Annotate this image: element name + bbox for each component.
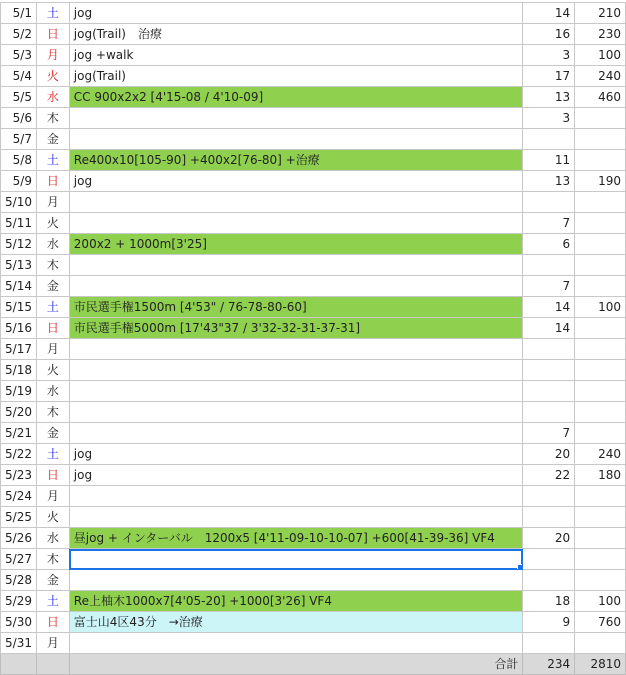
table-row [1, 402, 626, 423]
activity-cell[interactable]: jog [69, 3, 523, 24]
table-row [1, 486, 626, 507]
weekday-cell[interactable]: 日 [36, 318, 69, 339]
table-row [1, 423, 626, 444]
time-cell[interactable] [575, 423, 626, 444]
weekday-cell[interactable]: 水 [36, 381, 69, 402]
distance-cell[interactable]: 14 [523, 3, 575, 24]
activity-cell[interactable] [69, 108, 523, 129]
weekday-cell[interactable]: 金 [36, 129, 69, 150]
time-cell[interactable]: 240 [575, 66, 626, 87]
table-row [1, 465, 626, 486]
table-row [1, 108, 626, 129]
weekday-cell[interactable]: 月 [36, 486, 69, 507]
table-row [1, 3, 626, 24]
table-row [1, 360, 626, 381]
date-cell[interactable]: 5/12 [1, 234, 37, 255]
date-cell[interactable]: 5/20 [1, 402, 37, 423]
table-row [1, 150, 626, 171]
activity-cell[interactable] [69, 549, 523, 570]
distance-cell[interactable]: 7 [523, 276, 575, 297]
distance-cell[interactable]: 14 [523, 318, 575, 339]
date-cell[interactable]: 5/22 [1, 444, 37, 465]
time-cell[interactable] [575, 339, 626, 360]
activity-cell[interactable] [69, 633, 523, 654]
distance-cell[interactable]: 14 [523, 297, 575, 318]
time-cell[interactable] [575, 129, 626, 150]
date-cell[interactable]: 5/3 [1, 45, 37, 66]
time-cell[interactable] [575, 402, 626, 423]
time-cell[interactable] [575, 486, 626, 507]
total-distance[interactable]: 234 [523, 654, 575, 675]
date-cell[interactable]: 5/27 [1, 549, 37, 570]
weekday-cell[interactable]: 火 [36, 507, 69, 528]
time-cell[interactable]: 240 [575, 444, 626, 465]
distance-cell[interactable] [523, 129, 575, 150]
time-cell[interactable] [575, 570, 626, 591]
weekday-cell[interactable]: 木 [36, 402, 69, 423]
activity-cell[interactable]: 富士山4区43分 →治療 [69, 612, 523, 633]
date-cell[interactable]: 5/24 [1, 486, 37, 507]
table-row [1, 612, 626, 633]
time-cell[interactable]: 100 [575, 45, 626, 66]
activity-cell[interactable]: jog [69, 465, 523, 486]
date-cell[interactable]: 5/23 [1, 465, 37, 486]
distance-cell[interactable] [523, 255, 575, 276]
total-empty-cell[interactable] [1, 654, 37, 675]
time-cell[interactable]: 180 [575, 465, 626, 486]
activity-cell[interactable] [69, 360, 523, 381]
time-cell[interactable] [575, 381, 626, 402]
weekday-cell[interactable]: 火 [36, 66, 69, 87]
weekday-cell[interactable]: 土 [36, 150, 69, 171]
date-cell[interactable]: 5/21 [1, 423, 37, 444]
weekday-cell[interactable]: 水 [36, 234, 69, 255]
time-cell[interactable]: 460 [575, 87, 626, 108]
distance-cell[interactable]: 18 [523, 591, 575, 612]
date-cell[interactable]: 5/2 [1, 24, 37, 45]
table-row [1, 549, 626, 570]
time-cell[interactable] [575, 192, 626, 213]
distance-cell[interactable] [523, 381, 575, 402]
weekday-cell[interactable]: 土 [36, 3, 69, 24]
activity-cell[interactable]: 昼jog + インターバル 1200x5 [4'11-09-10-10-07] +600[41-39-36] VF4 [69, 528, 523, 549]
time-cell[interactable] [575, 549, 626, 570]
table-row [1, 339, 626, 360]
table-row [1, 507, 626, 528]
weekday-cell[interactable]: 木 [36, 549, 69, 570]
table-row [1, 171, 626, 192]
date-cell[interactable]: 5/1 [1, 3, 37, 24]
table-row [1, 633, 626, 654]
distance-cell[interactable] [523, 507, 575, 528]
distance-cell[interactable] [523, 633, 575, 654]
date-cell[interactable]: 5/13 [1, 255, 37, 276]
date-cell[interactable]: 5/19 [1, 381, 37, 402]
date-cell[interactable]: 5/18 [1, 360, 37, 381]
date-cell[interactable]: 5/15 [1, 297, 37, 318]
activity-cell[interactable]: 市民選手権5000m [17'43"37 / 3'32-32-31-37-31] [69, 318, 523, 339]
activity-cell[interactable] [69, 507, 523, 528]
weekday-cell[interactable]: 木 [36, 108, 69, 129]
weekday-cell[interactable]: 土 [36, 297, 69, 318]
activity-cell[interactable]: Re上柚木1000x7[4'05-20] +1000[3'26] VF4 [69, 591, 523, 612]
date-cell[interactable]: 5/10 [1, 192, 37, 213]
date-cell[interactable]: 5/4 [1, 66, 37, 87]
time-cell[interactable] [575, 360, 626, 381]
date-cell[interactable]: 5/16 [1, 318, 37, 339]
time-cell[interactable] [575, 318, 626, 339]
spreadsheet-grid [0, 2, 626, 675]
distance-cell[interactable]: 3 [523, 108, 575, 129]
date-cell[interactable]: 5/30 [1, 612, 37, 633]
weekday-cell[interactable]: 金 [36, 276, 69, 297]
table-row [1, 87, 626, 108]
table-row [1, 45, 626, 66]
weekday-cell[interactable]: 火 [36, 213, 69, 234]
table-row [1, 24, 626, 45]
date-cell[interactable]: 5/7 [1, 129, 37, 150]
activity-cell[interactable] [69, 276, 523, 297]
distance-cell[interactable]: 13 [523, 87, 575, 108]
time-cell[interactable] [575, 213, 626, 234]
table-row [1, 591, 626, 612]
activity-cell[interactable] [69, 339, 523, 360]
table-row [1, 570, 626, 591]
activity-cell[interactable] [69, 192, 523, 213]
date-cell[interactable]: 5/28 [1, 570, 37, 591]
activity-cell[interactable]: jog [69, 444, 523, 465]
distance-cell[interactable]: 16 [523, 24, 575, 45]
activity-cell[interactable]: 200x2 + 1000m[3'25] [69, 234, 523, 255]
date-cell[interactable]: 5/29 [1, 591, 37, 612]
distance-cell[interactable] [523, 486, 575, 507]
activity-cell[interactable]: jog +walk [69, 45, 523, 66]
activity-cell[interactable]: CC 900x2x2 [4'15-08 / 4'10-09] [69, 87, 523, 108]
activity-cell[interactable] [69, 381, 523, 402]
distance-cell[interactable] [523, 360, 575, 381]
time-cell[interactable] [575, 276, 626, 297]
table-row [1, 234, 626, 255]
activity-cell[interactable] [69, 570, 523, 591]
table-row [1, 297, 626, 318]
distance-cell[interactable]: 13 [523, 171, 575, 192]
activity-cell[interactable]: 市民選手権1500m [4'53" / 76-78-80-60] [69, 297, 523, 318]
distance-cell[interactable]: 22 [523, 465, 575, 486]
activity-cell[interactable] [69, 423, 523, 444]
distance-cell[interactable]: 9 [523, 612, 575, 633]
activity-cell[interactable]: Re400x10[105-90] +400x2[76-80] +治療 [69, 150, 523, 171]
distance-cell[interactable] [523, 192, 575, 213]
weekday-cell[interactable]: 火 [36, 360, 69, 381]
activity-cell[interactable] [69, 402, 523, 423]
distance-cell[interactable]: 6 [523, 234, 575, 255]
time-cell[interactable]: 760 [575, 612, 626, 633]
table-row [1, 255, 626, 276]
activity-cell[interactable] [69, 129, 523, 150]
date-cell[interactable]: 5/31 [1, 633, 37, 654]
total-label[interactable]: 合計 [69, 654, 523, 675]
weekday-cell[interactable]: 日 [36, 24, 69, 45]
table-row [1, 444, 626, 465]
total-time[interactable]: 2810 [575, 654, 626, 675]
activity-cell[interactable] [69, 486, 523, 507]
time-cell[interactable] [575, 255, 626, 276]
weekday-cell[interactable]: 水 [36, 528, 69, 549]
activity-cell[interactable]: jog [69, 171, 523, 192]
time-cell[interactable] [575, 150, 626, 171]
weekday-cell[interactable]: 日 [36, 465, 69, 486]
date-cell[interactable]: 5/14 [1, 276, 37, 297]
distance-cell[interactable] [523, 549, 575, 570]
time-cell[interactable]: 210 [575, 3, 626, 24]
time-cell[interactable] [575, 528, 626, 549]
time-cell[interactable]: 100 [575, 591, 626, 612]
weekday-cell[interactable]: 金 [36, 423, 69, 444]
date-cell[interactable]: 5/17 [1, 339, 37, 360]
weekday-cell[interactable]: 水 [36, 87, 69, 108]
distance-cell[interactable]: 3 [523, 45, 575, 66]
date-cell[interactable]: 5/9 [1, 171, 37, 192]
table-row [1, 66, 626, 87]
weekday-cell[interactable]: 金 [36, 570, 69, 591]
distance-cell[interactable]: 17 [523, 66, 575, 87]
table-row [1, 276, 626, 297]
weekday-cell[interactable]: 土 [36, 591, 69, 612]
activity-cell[interactable] [69, 213, 523, 234]
distance-cell[interactable] [523, 339, 575, 360]
time-cell[interactable] [575, 234, 626, 255]
time-cell[interactable]: 100 [575, 297, 626, 318]
weekday-cell[interactable]: 月 [36, 192, 69, 213]
total-row [1, 654, 626, 675]
time-cell[interactable] [575, 633, 626, 654]
activity-cell[interactable]: jog(Trail) 治療 [69, 24, 523, 45]
total-empty-cell[interactable] [36, 654, 69, 675]
weekday-cell[interactable]: 月 [36, 339, 69, 360]
weekday-cell[interactable]: 月 [36, 633, 69, 654]
distance-cell[interactable] [523, 402, 575, 423]
weekday-cell[interactable]: 木 [36, 255, 69, 276]
distance-cell[interactable]: 7 [523, 423, 575, 444]
table-row [1, 213, 626, 234]
activity-cell[interactable] [69, 255, 523, 276]
weekday-cell[interactable]: 日 [36, 612, 69, 633]
table-row [1, 129, 626, 150]
table-row [1, 381, 626, 402]
distance-cell[interactable] [523, 570, 575, 591]
table-row [1, 192, 626, 213]
date-cell[interactable]: 5/25 [1, 507, 37, 528]
time-cell[interactable] [575, 507, 626, 528]
weekday-cell[interactable]: 日 [36, 171, 69, 192]
time-cell[interactable]: 190 [575, 171, 626, 192]
distance-cell[interactable]: 7 [523, 213, 575, 234]
date-cell[interactable]: 5/5 [1, 87, 37, 108]
distance-cell[interactable]: 20 [523, 444, 575, 465]
date-cell[interactable]: 5/6 [1, 108, 37, 129]
date-cell[interactable]: 5/26 [1, 528, 37, 549]
table-row [1, 318, 626, 339]
date-cell[interactable]: 5/8 [1, 150, 37, 171]
time-cell[interactable] [575, 108, 626, 129]
weekday-cell[interactable]: 土 [36, 444, 69, 465]
weekday-cell[interactable]: 月 [36, 45, 69, 66]
date-cell[interactable]: 5/11 [1, 213, 37, 234]
grid-body [1, 3, 626, 675]
time-cell[interactable]: 230 [575, 24, 626, 45]
table-row [1, 528, 626, 549]
activity-cell[interactable]: jog(Trail) [69, 66, 523, 87]
fill-handle[interactable] [517, 564, 523, 570]
distance-cell[interactable]: 20 [523, 528, 575, 549]
distance-cell[interactable]: 11 [523, 150, 575, 171]
